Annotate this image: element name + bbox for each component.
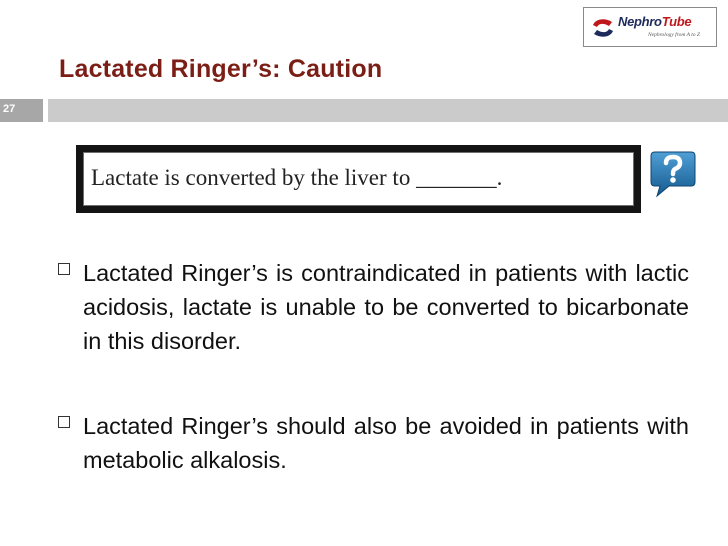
question-box (76, 145, 641, 213)
bullet-box-icon (58, 416, 70, 428)
nephrotube-logo (583, 7, 717, 47)
question-icon (649, 150, 697, 198)
logo-tagline: Nephrology from A to Z (648, 32, 700, 38)
bullet-box-icon (58, 263, 70, 275)
bullet-text: Lactated Ringer’s is contraindicated in patients with lactic acidosis, lactate is unable to be converted to bicarbonate in this disorder. (83, 260, 689, 354)
logo-wordmark (618, 14, 691, 29)
header-rule (48, 99, 728, 122)
logo-name-part1: Nephro (618, 14, 662, 29)
slide-title: Lactated Ringer’s: Caution (59, 55, 383, 83)
question-text: Lactate is converted by the liver to _______. (91, 165, 503, 190)
nephrotube-logo-icon (590, 16, 616, 40)
bullet-text: Lactated Ringer’s should also be avoided in patients with metabolic alkalosis. (83, 413, 689, 473)
question-box-inner (83, 152, 634, 206)
logo-name-part2: Tube (661, 14, 692, 29)
slide-number-box (0, 99, 43, 122)
slide-number: 27 (3, 103, 16, 115)
